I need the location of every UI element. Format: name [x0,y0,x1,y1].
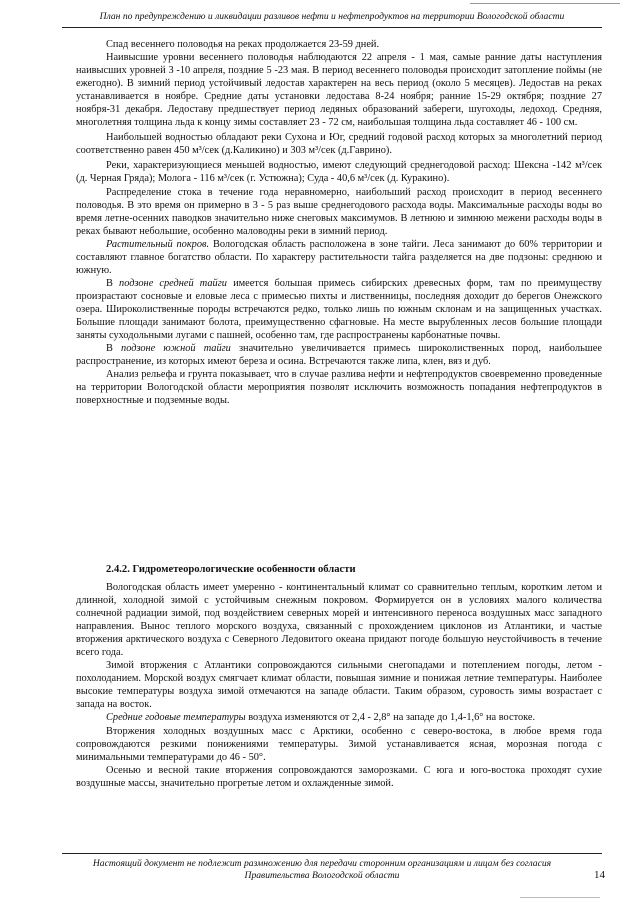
paragraph: Вологодская область имеет умеренно - континентальный климат со сравнительно теплым, коротким летом и длинной, холодной зимой с устойчивым снежным покровом. Формируется он в условиях малого количества солнечной радиации зимой, под воздействием северных морей и интенсивного переноса воздушных масс западного направления. Вынос теплого морского воздуха, связанный с прохождением циклонов из Атлантики, и частые вторжения арктического воздуха с Северного Ледовитого океана придают погоде большую неустойчивость в течение всего года. [76,582,602,659]
south-taiga-text: значительно увеличивается примесь широколиственных пород, наибольшее распространение, из которых имеют береза и осина. Встречаются также липа, клен, вяз и дуб. [76,343,602,368]
scan-edge-mark [520,897,600,898]
paragraph-vegetation [76,238,602,277]
paragraph-south-taiga [76,342,602,368]
running-header: План по предупреждению и ликвидации разливов нефти и нефтепродуктов на территории Вологодской области [99,11,565,22]
page-number: 14 [594,869,605,881]
middle-taiga-label: подзоне средней тайги [119,277,227,289]
paragraph: Наивысшие уровни весеннего половодья наблюдаются 22 апреля - 1 мая, самые ранние даты наступления наивысших уровней 3 -10 апреля, поздние 5 -23 мая. В период весеннего половодья происходит затопление поймы (не ежегодно). В зимний период устойчивый ледостав характерен на весь период (около 5 месяцев). Ледостав на реках устанавливается в ноябре. Средние даты установки ледостава 8-24 ноября; ранние 15-29 октября; поздние 27 ноября-31 декабря. Ледоставу предшествует период ледяных образований забереги, шугоходы, ледоход. Средняя, многолетняя толщина льда к концу зимы составляет 23 - 72 см, наибольшая толщина льда составляет 46 - 100 см. [76,52,602,129]
paragraph: Распределение стока в течение года неравномерно, наибольший расход происходит в период весеннего половодья. В это время он примерно в 3 - 5 раз выше среднегодового расхода воды. Максимальные расходы воды во время летне-осенних паводков значительно ниже снеговых максимумов. В летнюю и зимнюю межени расходы воды в реках бывают небольшие, особенно маловодны реки в зимний период. [76,186,602,237]
paragraph-middle-taiga [76,277,602,342]
paragraph: Осенью и весной такие вторжения сопровождаются заморозками. С юга и юго-востока проходят сухие воздушные массы, значительно прогретые летом и охлажденные зимой. [76,764,602,789]
body-text-top [76,38,602,407]
temperature-text: воздуха изменяются от 2,4 - 2,8° на западе до 1,4-1,6° на востоке. [245,712,536,724]
section-title: 2.4.2. Гидрометеорологические особенности области [106,564,356,575]
paragraph: Вторжения холодных воздушных масс с Арктики, особенно с северо-востока, в любое время года сопровождаются резкими понижениями температуры. Зимой устанавливается ясная, морозная погода с минимальными температурами до 46 - 50°. [76,725,602,763]
paragraph-analysis: Анализ рельефа и грунта показывает, что в случае разлива нефти и нефтепродуктов своевременно проведенные на территории Вологодской области мероприятия позволят исключить возможность попадания нефтепродуктов в поверхностные и подземные воды. [76,369,602,407]
vegetation-label: Растительный покров. [106,238,210,250]
paragraph-temperature [76,711,602,724]
body-text-bottom [76,581,602,790]
paragraph: Реки, характеризующиеся меньшей водностью, имеют следующий среднегодовой расход: Шексна -142 м³/сек (д. Черная Гряда); Молога - 116 м³/сек (г. Устюжна); Суда - 40,6 м³/сек (д. Куракино). [76,160,602,185]
middle-taiga-text: имеется большая примесь сибирских древесных форм, там по преимуществу произрастают сосновые и еловые леса с примесью пихты и лиственницы, последняя доходит до берегов Онежского озера. Широколиственные породы встречаются редко, только лишь по южным склонам и на защищенных участках. Большие площади занимают болота, преимущественно сфагновые. На месте вырубленных лесов большие площади заняты суходольными лугами с пашней, особенно там, где распространены карбонатные почвы. [76,277,602,342]
footer-notice: Настоящий документ не подлежит размножению для передачи сторонним организациям и лицам без согласия Правительства Вологодской области [92,858,552,881]
temperature-label: Средние годовые температуры [106,712,246,724]
middle-taiga-prefix: В [106,277,120,289]
paragraph: Зимой вторжения с Атлантики сопровождаются сильными снегопадами и потеплением погоды, летом - похолоданием. Морской воздух смягчает климат области, повышая зимние и понижая летние температуры. Наиболее высокие температуры воздуха зимой отмечаются на западе области. Таким образом, суровость зимы возрастает с запада на восток. [76,660,602,711]
paragraph: Спад весеннего половодья на реках продолжается 23-59 дней. [106,39,380,50]
south-taiga-prefix: В [106,343,122,355]
paragraph: Наибольшей водностью обладают реки Сухона и Юг, средний годовой расход которых за многолетний период соответственно равен 450 м³/сек (д.Каликино) и 303 м³/сек (д.Гаврино). [76,132,602,157]
scan-edge-mark [470,3,620,8]
south-taiga-label: подзоне южной тайги [121,343,231,355]
header-divider [62,27,602,28]
footer-divider [62,853,602,854]
vegetation-text: Вологодская область расположена в зоне тайги. Леса занимают до 60% территории и составляют главное богатство области. По характеру растительности тайга разделяется на две подзоны: среднюю и южную. [76,238,602,276]
